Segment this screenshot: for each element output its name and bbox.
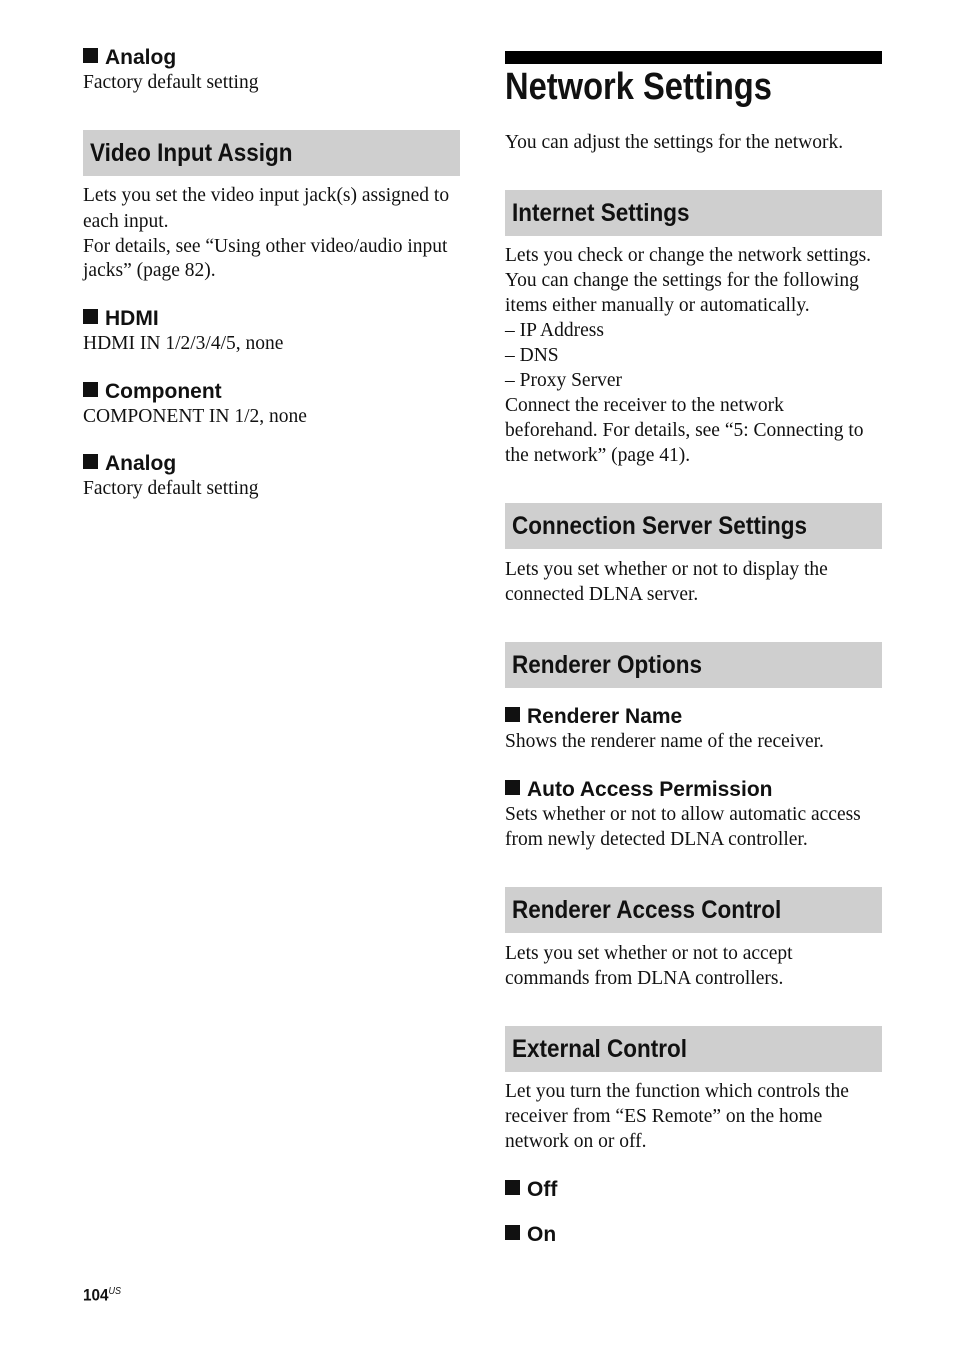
square-bullet-icon: [83, 454, 98, 469]
paragraph-line: For details, see “Using other video/audio input: [83, 236, 448, 257]
paragraph-line: network on or off.: [505, 1131, 647, 1152]
paragraph-line: Connect the receiver to the network: [505, 395, 784, 416]
paragraph-line: the network” (page 41).: [505, 445, 691, 466]
square-bullet-icon: [505, 1180, 520, 1195]
square-bullet-icon: [83, 309, 98, 324]
auto-access-heading: Auto Access Permission: [505, 778, 772, 802]
analog-text-top: Factory default setting: [83, 72, 259, 93]
off-heading: Off: [505, 1178, 557, 1202]
renderer-name-heading: Renderer Name: [505, 705, 682, 729]
paragraph-line: commands from DLNA controllers.: [505, 968, 784, 989]
analog-heading: Analog: [83, 452, 176, 476]
section-internet-settings: Internet Settings: [505, 190, 882, 236]
list-item: – DNS: [505, 345, 559, 366]
square-bullet-icon: [83, 48, 98, 63]
square-bullet-icon: [83, 382, 98, 397]
section-connection-server-settings: Connection Server Settings: [505, 503, 882, 549]
page-suffix: US: [108, 1286, 122, 1297]
page-number: $104^{US}$: [83, 1285, 122, 1305]
paragraph-line: Lets you set the video input jack(s) assigned to: [83, 185, 450, 206]
paragraph-line: items either manually or automatically.: [505, 295, 810, 316]
paragraph-line: Lets you set whether or not to accept: [505, 943, 793, 964]
paragraph-line: Let you turn the function which controls the: [505, 1081, 849, 1102]
square-bullet-icon: [505, 780, 520, 795]
list-item: – IP Address: [505, 320, 604, 341]
analog-heading-top: Analog: [83, 46, 176, 70]
section-external-control: External Control: [505, 1026, 882, 1072]
analog-text: Factory default setting: [83, 478, 259, 499]
on-heading: On: [505, 1223, 556, 1247]
section-video-input-assign: Video Input Assign: [83, 130, 460, 176]
section-renderer-options: Renderer Options: [505, 642, 882, 688]
page-title: Network Settings: [505, 66, 772, 108]
paragraph-line: from newly detected DLNA controller.: [505, 829, 808, 850]
paragraph-line: Sets whether or not to allow automatic access: [505, 804, 861, 825]
component-text: COMPONENT IN 1/2, none: [83, 406, 307, 427]
paragraph-line: jacks” (page 82).: [83, 260, 216, 281]
paragraph-line: You can change the settings for the following: [505, 270, 859, 291]
paragraph-line: beforehand. For details, see “5: Connecting to: [505, 420, 864, 441]
hdmi-heading: HDMI: [83, 307, 159, 331]
intro-text: You can adjust the settings for the network.: [505, 132, 844, 153]
component-heading: Component: [83, 380, 222, 404]
paragraph-line: each input.: [83, 211, 169, 232]
paragraph-line: receiver from “ES Remote” on the home: [505, 1106, 823, 1127]
hdmi-text: HDMI IN 1/2/3/4/5, none: [83, 333, 284, 354]
paragraph-line: Lets you set whether or not to display the: [505, 559, 828, 580]
paragraph-line: connected DLNA server.: [505, 584, 699, 605]
section-renderer-access-control: Renderer Access Control: [505, 887, 882, 933]
paragraph-line: Lets you check or change the network settings.: [505, 245, 872, 266]
square-bullet-icon: [505, 707, 520, 722]
renderer-name-text: Shows the renderer name of the receiver.: [505, 731, 824, 752]
square-bullet-icon: [505, 1225, 520, 1240]
list-item: – Proxy Server: [505, 370, 622, 391]
